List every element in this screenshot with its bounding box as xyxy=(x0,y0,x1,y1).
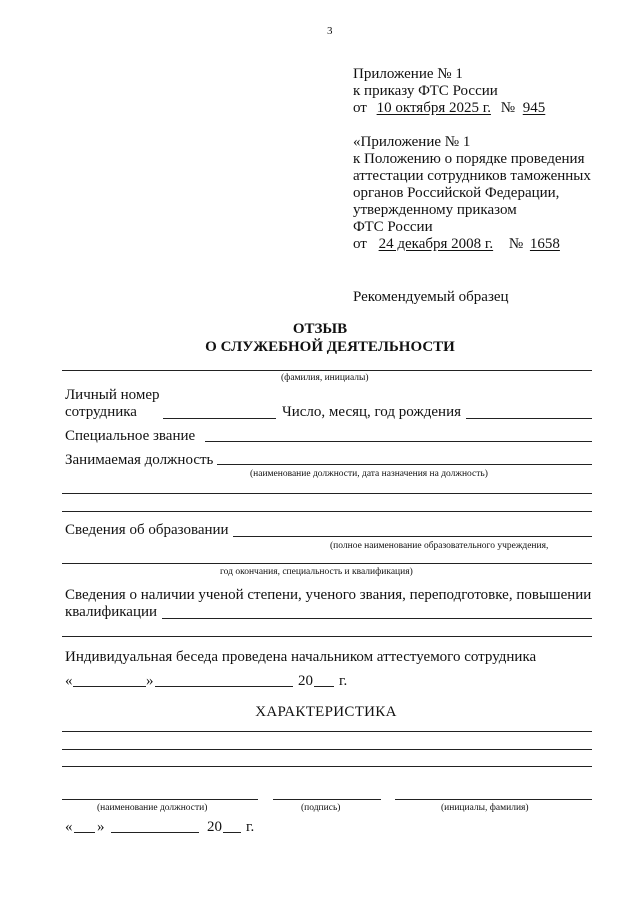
page-number: 3 xyxy=(327,25,333,37)
signature-quote-open: « xyxy=(65,819,73,835)
signature-position-line xyxy=(62,799,258,800)
signature-month-line xyxy=(111,832,199,833)
interview-month-line xyxy=(155,686,293,687)
degree-label-2: квалификации xyxy=(65,604,158,620)
position-label: Занимаемая должность xyxy=(65,452,214,468)
name-line xyxy=(62,370,592,371)
interview-label: Индивидуальная беседа проведена начальником аттестуемого сотрудника xyxy=(65,649,537,665)
signature-name-line xyxy=(395,799,592,800)
date-prefix: от xyxy=(353,236,367,252)
personal-number-label-2: сотрудника xyxy=(65,404,137,420)
education-line xyxy=(233,536,592,537)
signature-day-line xyxy=(74,832,95,833)
birth-date-label: Число, месяц, год рождения xyxy=(282,404,461,420)
appendix-2-line4: органов Российской Федерации, xyxy=(353,185,560,201)
date-prefix: от xyxy=(353,100,367,116)
characteristic-title: ХАРАКТЕРИСТИКА xyxy=(255,704,397,720)
position-line xyxy=(217,464,592,465)
name-hint: (фамилия, инициалы) xyxy=(281,373,369,383)
sample-label: Рекомендуемый образец xyxy=(353,289,509,305)
interview-year-suffix: г. xyxy=(339,673,348,689)
degree-extra-line xyxy=(62,636,592,637)
personal-number-line xyxy=(163,418,276,419)
appendix-2-line5: утвержденному приказом xyxy=(353,202,517,218)
signature-position-hint: (наименование должности) xyxy=(97,803,208,813)
appendix-1-number: 945 xyxy=(522,100,546,116)
appendix-2-date-row xyxy=(353,235,560,253)
characteristic-line-1 xyxy=(62,731,592,732)
appendix-2-date: 24 декабря 2008 г. xyxy=(378,236,494,252)
signature-year-prefix: 20 xyxy=(207,819,222,835)
appendix-1-date: 10 октября 2025 г. xyxy=(376,100,491,116)
rank-label: Специальное звание xyxy=(65,428,196,444)
characteristic-line-3 xyxy=(62,766,592,767)
rank-line xyxy=(205,441,592,442)
education-extra-line xyxy=(62,563,592,564)
appendix-2-line6: ФТС России xyxy=(353,219,433,235)
appendix-2-line3: аттестации сотрудников таможенных xyxy=(353,168,591,184)
signature-quote-close: » xyxy=(97,819,105,835)
birth-date-line xyxy=(466,418,592,419)
appendix-2-line2: к Положению о порядке проведения xyxy=(353,151,585,167)
personal-number-label-1: Личный номер xyxy=(65,387,160,403)
quote-open: « xyxy=(65,673,73,689)
signature-year-suffix: г. xyxy=(246,819,255,835)
characteristic-line-2 xyxy=(62,749,592,750)
signature-name-hint: (инициалы, фамилия) xyxy=(441,803,529,813)
degree-line xyxy=(162,618,592,619)
position-hint: (наименование должности, дата назначения на должность) xyxy=(250,469,488,479)
interview-date-row xyxy=(65,672,73,690)
position-extra-line-1 xyxy=(62,493,592,494)
education-hint-1: (полное наименование образовательного учреждения, xyxy=(330,541,549,551)
signature-sign-hint: (подпись) xyxy=(301,803,341,813)
appendix-2-line1: «Приложение № 1 xyxy=(353,134,471,150)
education-hint-2: год окончания, специальность и квалификация) xyxy=(220,567,413,577)
interview-day-line xyxy=(73,686,146,687)
document-title-line1: ОТЗЫВ xyxy=(292,321,348,337)
appendix-1-line2: к приказу ФТС России xyxy=(353,83,498,99)
number-sign: № xyxy=(500,100,516,116)
education-label: Сведения об образовании xyxy=(65,522,229,538)
interview-year-line xyxy=(314,686,334,687)
document-title-line2: О СЛУЖЕБНОЙ ДЕЯТЕЛЬНОСТИ xyxy=(205,339,455,355)
signature-sign-line xyxy=(273,799,381,800)
appendix-2-number: 1658 xyxy=(529,236,560,252)
signature-year-line xyxy=(223,832,241,833)
interview-year-prefix: 20 xyxy=(298,673,313,689)
appendix-1-date-row xyxy=(353,99,545,117)
position-extra-line-2 xyxy=(62,511,592,512)
degree-label-1: Сведения о наличии ученой степени, ученого звания, переподготовке, повышении xyxy=(65,587,592,603)
appendix-1-line1: Приложение № 1 xyxy=(353,66,463,82)
quote-close: » xyxy=(146,673,154,689)
number-sign: № xyxy=(508,236,524,252)
